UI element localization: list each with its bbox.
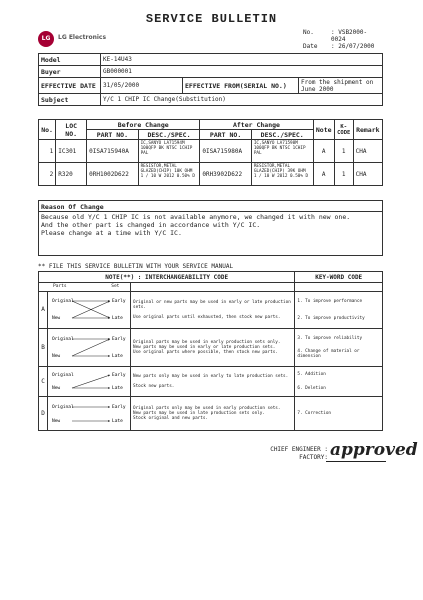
doc-number-label: No.: [303, 29, 314, 36]
row-remark: CHA: [353, 140, 382, 163]
code-description: [131, 292, 295, 329]
keyword-item: 6. Deletion: [297, 385, 326, 391]
keyword-item: 1. To improve performance: [297, 298, 363, 304]
description-line: New parts may be used in late production sets only.: [133, 410, 265, 416]
doc-number-value: : VSB2000-: [331, 29, 368, 36]
col-before-desc: DESC./SPEC.: [138, 130, 200, 140]
table-row: [39, 140, 383, 163]
row-before-desc: RESISTOR,METAL GLAZED(CHIP) 10K OHM 1 / 10 W 2012 0.50% D: [138, 163, 200, 186]
code-letter: D: [39, 397, 48, 431]
document-info: [303, 29, 385, 50]
lg-logo-icon: LG: [38, 31, 54, 47]
keyword-item: 4. Change of material or dimension: [297, 348, 360, 360]
description-line: Use original parts until exhausted, then stock new parts.: [133, 315, 281, 321]
effective-date-value: 31/05/2000: [101, 78, 183, 94]
col-before-change: Before Change: [87, 120, 200, 130]
file-note: ** FILE THIS SERVICE BULLETIN WITH YOUR SERVICE MANUAL: [38, 263, 234, 270]
logo-text: LG Electronics: [58, 34, 107, 41]
reason-line: And the other part is changed in accordance with Y/C IC.: [41, 221, 261, 229]
diagram-early-label: Early: [112, 337, 126, 342]
approved-signature: approved: [330, 440, 418, 460]
description-line: Original or new parts may be used in early or late production sets.: [133, 299, 291, 310]
description-line: Stock original and new parts.: [133, 416, 209, 422]
code-description: [131, 397, 295, 431]
col-no: No.: [39, 120, 56, 140]
col-remark: Remark: [353, 120, 382, 140]
factory-label: FACTORY:: [299, 454, 328, 461]
doc-number-value-cont: 0024: [331, 36, 346, 43]
signature-labels: [228, 446, 328, 462]
keyword-item: 2. To improve productivity: [297, 316, 365, 321]
col-loc: LOC NO.: [56, 120, 87, 140]
row-loc: R320: [56, 163, 87, 186]
col-kcode: K-CODE: [334, 120, 353, 140]
row-before-part: 0ISA715940A: [87, 140, 138, 163]
diagram-header: [39, 283, 131, 292]
row-note: A: [313, 140, 334, 163]
buyer-value: GB000001: [101, 66, 383, 78]
keyword-cell: [295, 329, 383, 367]
keyword-item: 5. Addition: [297, 372, 326, 378]
buyer-label: Buyer: [39, 66, 101, 78]
table-row: [39, 163, 383, 186]
col-note: Note: [313, 120, 334, 140]
diagram-late-label: Late: [112, 354, 123, 359]
col-after-desc: DESC./SPEC.: [251, 130, 313, 140]
chief-engineer-label: CHIEF ENGINEER :: [270, 446, 328, 453]
keyword-cell: [295, 397, 383, 431]
row-no: 1: [39, 140, 56, 163]
interchangeability-header: NOTE(**) : INTERCHANGEABILITY CODE: [39, 272, 295, 283]
code-letter: B: [39, 329, 48, 367]
code-description: [131, 367, 295, 397]
arrowhead-icon: [108, 387, 110, 389]
diagram-early-label: Early: [112, 373, 126, 378]
description-line: Use original parts where possible, then stock new parts.: [133, 350, 278, 356]
row-before-part: 0RH1002D622: [87, 163, 138, 186]
diagram-new-label: New: [52, 354, 61, 359]
description-line: New parts may be used in early or late production sets.: [133, 344, 276, 350]
row-no: 2: [39, 163, 56, 186]
interchange-diagram-d: [48, 397, 131, 431]
description-line: Stock new parts.: [133, 383, 175, 389]
reason-of-change: [38, 200, 383, 256]
row-kcode: 1: [334, 140, 353, 163]
bulletin-info-table: [38, 53, 383, 106]
arrowhead-icon: [108, 355, 110, 357]
keyword-cell: [295, 292, 383, 329]
diagram-original-label: Original: [52, 373, 74, 378]
keyword-item: 7. Correction: [297, 410, 332, 416]
company-logo: [38, 31, 128, 47]
row-before-desc: IC,SANYO LA71594M 100QFP BK NTSC 1CHIP PAL: [138, 140, 200, 163]
reason-line: Please change at a time with Y/C IC.: [41, 229, 182, 237]
effective-date-label: EFFECTIVE DATE: [39, 78, 101, 94]
diagram-late-label: Late: [112, 316, 123, 321]
col-before-part: PART NO.: [87, 130, 138, 140]
reason-body: [39, 212, 382, 238]
set-label: Set: [111, 284, 120, 290]
diagram-original-label: Original: [52, 299, 74, 304]
arrowhead-icon: [108, 406, 110, 408]
description-line: New parts only may be used in early to late production sets.: [133, 374, 289, 380]
row-after-desc: RESISTOR,METAL GLAZED(CHIP) 39K OHM 1 / 10 W 2012 0.50% D: [251, 163, 313, 186]
doc-date-label: Date: [303, 43, 318, 50]
code-letter: C: [39, 367, 48, 397]
col-after-change: After Change: [200, 120, 313, 130]
diagram-late-label: Late: [112, 386, 123, 391]
reason-line: Because old Y/C 1 CHIP IC is not available anymore, we changed it with new one.: [41, 213, 351, 221]
keyword-item: 3. To improve reliability: [297, 335, 363, 341]
model-value: KE-14U43: [101, 54, 383, 66]
row-loc: IC301: [56, 140, 87, 163]
row-kcode: 1: [334, 163, 353, 186]
effective-from-value: From the shipment on June 2000: [299, 78, 383, 94]
row-after-desc: IC,SANYO LA71598M 100QFP BK NTSC 1CHIP PAL: [251, 140, 313, 163]
description-line: Original parts may be used in early production sets only.: [133, 339, 281, 345]
subject-label: Subject: [39, 94, 101, 106]
row-after-part: 0ISA715980A: [200, 140, 251, 163]
col-after-part: PART NO.: [200, 130, 251, 140]
interchange-diagram-a: [48, 292, 131, 329]
arrowhead-icon: [108, 420, 110, 422]
page-title: SERVICE BULLETIN: [145, 12, 278, 26]
keyword-cell: [295, 367, 383, 397]
diagram-late-label: Late: [112, 419, 123, 424]
interchange-diagram-b: [48, 329, 131, 367]
diagram-early-label: Early: [112, 299, 126, 304]
subject-value: Y/C 1 CHIP IC Change(Substitution): [101, 94, 383, 106]
description-line: Original parts only may be used in early production sets.: [133, 405, 281, 411]
row-note: A: [313, 163, 334, 186]
model-label: Model: [39, 54, 101, 66]
diagram-early-label: Early: [112, 405, 126, 410]
row-after-part: 0RH3902D622: [200, 163, 251, 186]
part-change-table: [38, 119, 383, 186]
row-remark: CHA: [353, 163, 382, 186]
code-description: [131, 329, 295, 367]
reason-title: Reason Of Change: [39, 201, 382, 212]
code-letter: A: [39, 292, 48, 329]
diagram-new-label: New: [52, 386, 61, 391]
interchange-diagram-c: [48, 367, 131, 397]
diagram-new-label: New: [52, 419, 61, 424]
interchangeability-table: [38, 271, 383, 431]
diagram-original-label: Original: [52, 337, 74, 342]
diagram-new-label: New: [52, 316, 61, 321]
parts-label: Parts: [53, 284, 67, 290]
signature-underline: [326, 461, 386, 462]
keyword-code-header: KEY-WORD CODE: [295, 272, 383, 283]
doc-date-value: : 26/07/2000: [331, 43, 375, 50]
diagram-original-label: Original: [52, 405, 74, 410]
effective-from-label: EFFECTIVE FROM(SERIAL NO.): [183, 78, 299, 94]
